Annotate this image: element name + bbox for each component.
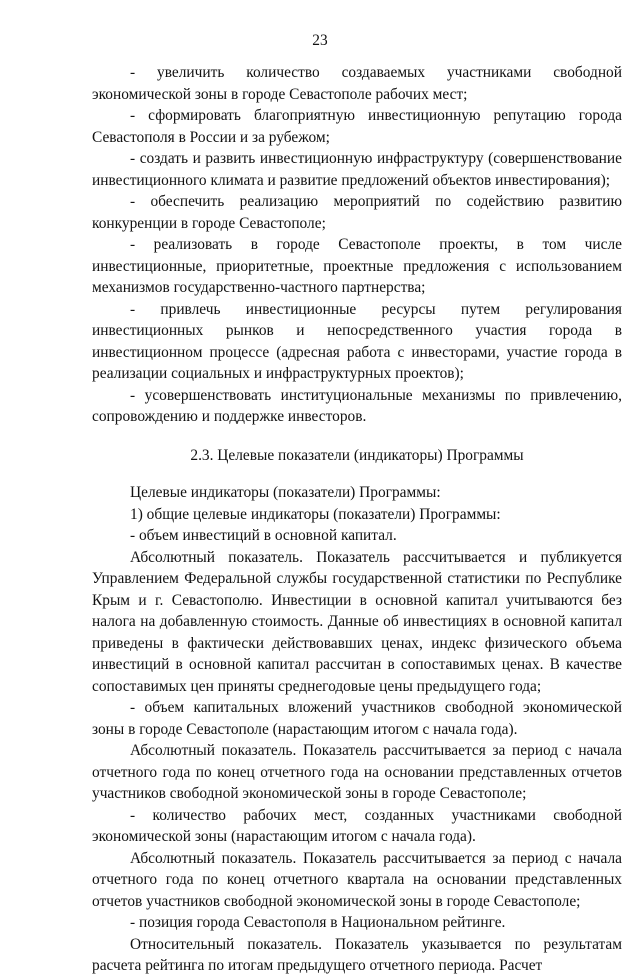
goal-item: - создать и развить инвестиционную инфраструктуру (совершенствование инвестиционного климата и развитие предложений объектов инвестирования); xyxy=(92,150,622,189)
indicator-name: - объем инвестиций в основной капитал. xyxy=(130,527,397,544)
page-body xyxy=(92,62,622,977)
goal-item: - привлечь инвестиционные ресурсы путем регулирования инвестиционных рынков и непосредственного участия города в инвестиционном процессе (адресная работа с инвесторами, участие города в реализации социальных и инфраструктурных проектов); xyxy=(92,300,622,382)
goal-item: - обеспечить реализацию мероприятий по содействию развитию конкуренции в городе Севастополе; xyxy=(92,193,622,232)
indicator-description: Абсолютный показатель. Показатель рассчитывается за период с начала отчетного года по конец отчетного года на основании представленных отчетов участников свободной экономической зоны в городе Севастополе; xyxy=(92,742,622,802)
indicator-description: Абсолютный показатель. Показатель рассчитывается и публикуется Управлением Федеральной службы государственной статистики по Республике Крым и г. Севастополю. Инвестиции в основной капитал учитываются без налога на добавленную стоимость. Данные об инвестициях в основной капитал приведены в фактически действовавших ценах, индекс физического объема инвестиций в основной капитал рассчитан в сопоставимых ценах. В качестве сопоставимых цен приняты среднегодовые цены предыдущего года; xyxy=(92,548,622,695)
goal-item: - увеличить количество создаваемых участниками свободной экономической зоны в городе Севастополе рабочих мест; xyxy=(92,64,622,103)
indicator-name: - объем капитальных вложений участников свободной экономической зоны в городе Севастополе (нарастающим итогом с начала года). xyxy=(92,699,622,738)
indicator-name: - позиция города Севастополя в Национальном рейтинге. xyxy=(130,914,506,931)
indicator-description: Относительный показатель. Показатель указывается по результатам расчета рейтинга по итогам предыдущего отчетного периода. Расчет xyxy=(92,935,622,974)
page-number: 23 xyxy=(312,32,328,49)
general-indicators-intro: 1) общие целевые индикаторы (показатели) Программы: xyxy=(130,505,501,523)
indicator-name: - количество рабочих мест, созданных участниками свободной экономической зоны (нарастающим итогом с начала года). xyxy=(92,806,622,845)
indicators-intro: Целевые индикаторы (показатели) Программы: xyxy=(130,484,441,501)
goal-item: - реализовать в городе Севастополе проекты, в том числе инвестиционные, приоритетные, проектные предложения с использованием механизмов государственно-частного партнерства; xyxy=(92,236,622,296)
goal-item: - сформировать благоприятную инвестиционную репутацию города Севастополя в России и за рубежом; xyxy=(92,107,622,146)
indicator-description: Абсолютный показатель. Показатель рассчитывается за период с начала отчетного года по конец отчетного квартала на основании представленных отчетов участников свободной экономической зоны в городе Севастополе; xyxy=(92,849,622,910)
section-heading: 2.3. Целевые показатели (индикаторы) Программы xyxy=(190,446,524,464)
goal-item: - усовершенствовать институциональные механизмы по привлечению, сопровождению и поддержке инвесторов. xyxy=(92,386,622,425)
